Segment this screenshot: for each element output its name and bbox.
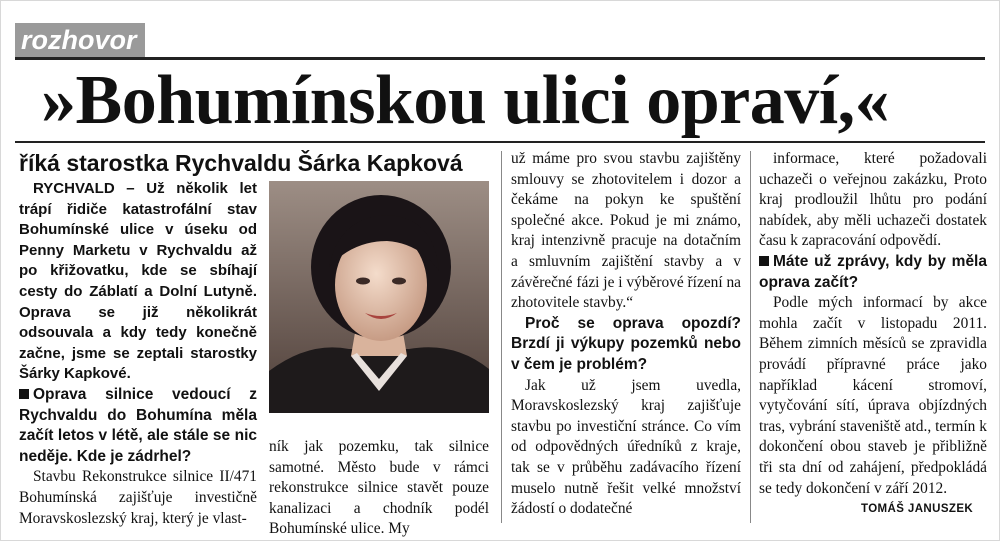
column-1 (19, 179, 257, 529)
section-tag-label: rozhovor (21, 25, 137, 55)
column-2 (269, 437, 489, 540)
subheadline: říká starostka Rychvaldu Šárka Kapková (19, 150, 463, 176)
question-3 (759, 252, 987, 293)
column-3 (511, 149, 741, 520)
question-1 (19, 385, 257, 467)
question-3-text: Máte už zprávy, kdy by měla oprava začít? (759, 252, 987, 291)
column-4-text: informace, které požadovali uchazeči o veřejnou zakázku, Proto kraj prodloužil lhůtu pro podání nabídek, aby měli uchazeči dostatek času k zapracování odpovědí. (759, 150, 987, 250)
column-divider (501, 151, 502, 523)
portrait-image (269, 181, 489, 413)
column-divider (750, 151, 751, 523)
column-4 (759, 149, 987, 499)
answer-3: Podle mých informací by akce mohla začít v listopadu 2011. Během zimních měsíců se zpravidla provádí přípravné práce jako například kácení stromoví, vytyčování sítí, úprava objízdných tras, vybrání staveniště atd., termín k dokončení obou staveb je přibližně tři sta dní od zahájení, předpokládá se tedy dokončení v září 2012. (759, 294, 987, 497)
headline-rule (15, 141, 985, 143)
square-bullet-icon (19, 389, 29, 399)
answer-1: Stavbu Rekonstrukce silnice II/471 Bohumínská zajišťuje investičně Moravskoslezský kraj, který je vlast- (19, 468, 257, 527)
portrait-photo (269, 181, 489, 413)
author-byline: TOMÁŠ JANUSZEK (861, 503, 974, 515)
answer-2: Jak už jsem uvedla, Moravskoslezský kraj zajišťuje stavbu po investiční stránce. Co vím od odpovědných úředníků z kraje, tak se v průběhu zadávacího řízení muselo nutně řešit velké množství žádostí o dodatečné (511, 376, 741, 518)
section-tag (15, 23, 145, 57)
question-2: Proč se oprava opozdí? Brzdí ji výkupy pozemků nebo v čem je problém? (511, 314, 741, 373)
column-3-text: už máme pro svou stavbu zajištěny smlouvy se zhotovitelem i dozor a čekáme na pokyn ke spuštění společné akce. Pokud je mi známo, kraj intenzivně pracuje na dotačním a smluvním zajištění stavby a v závěrečné fázi je i výběrové řízení na zhotovitele stavby.“ (511, 150, 741, 312)
square-bullet-icon (759, 256, 769, 266)
column-2-text: ník jak pozemku, tak silnice samotné. Město bude v rámci rekonstrukce silnice stavět pouze kanalizaci a chodník podél Bohumínské ulice. My (269, 438, 489, 538)
headline: »Bohumínskou ulici opraví,« (41, 62, 890, 139)
question-1-text: Oprava silnice vedoucí z Rychvaldu do Bohumína měla začít letos v létě, ale stále se nic neděje. Kde je zádrhel? (19, 385, 257, 465)
lead-paragraph: RYCHVALD – Už několik let trápí řidiče katastrofální stav Bohumínské ulice v úseku od Penny Marketu v Rychvaldu až po křižovatku, kde se sbíhají cesty do Záblatí a Dolní Lutyně. Oprava se již několikrát odsouvala a kdy tedy konečně začne, jsme se zeptali starostky Šárky Kapkové. (19, 180, 257, 383)
